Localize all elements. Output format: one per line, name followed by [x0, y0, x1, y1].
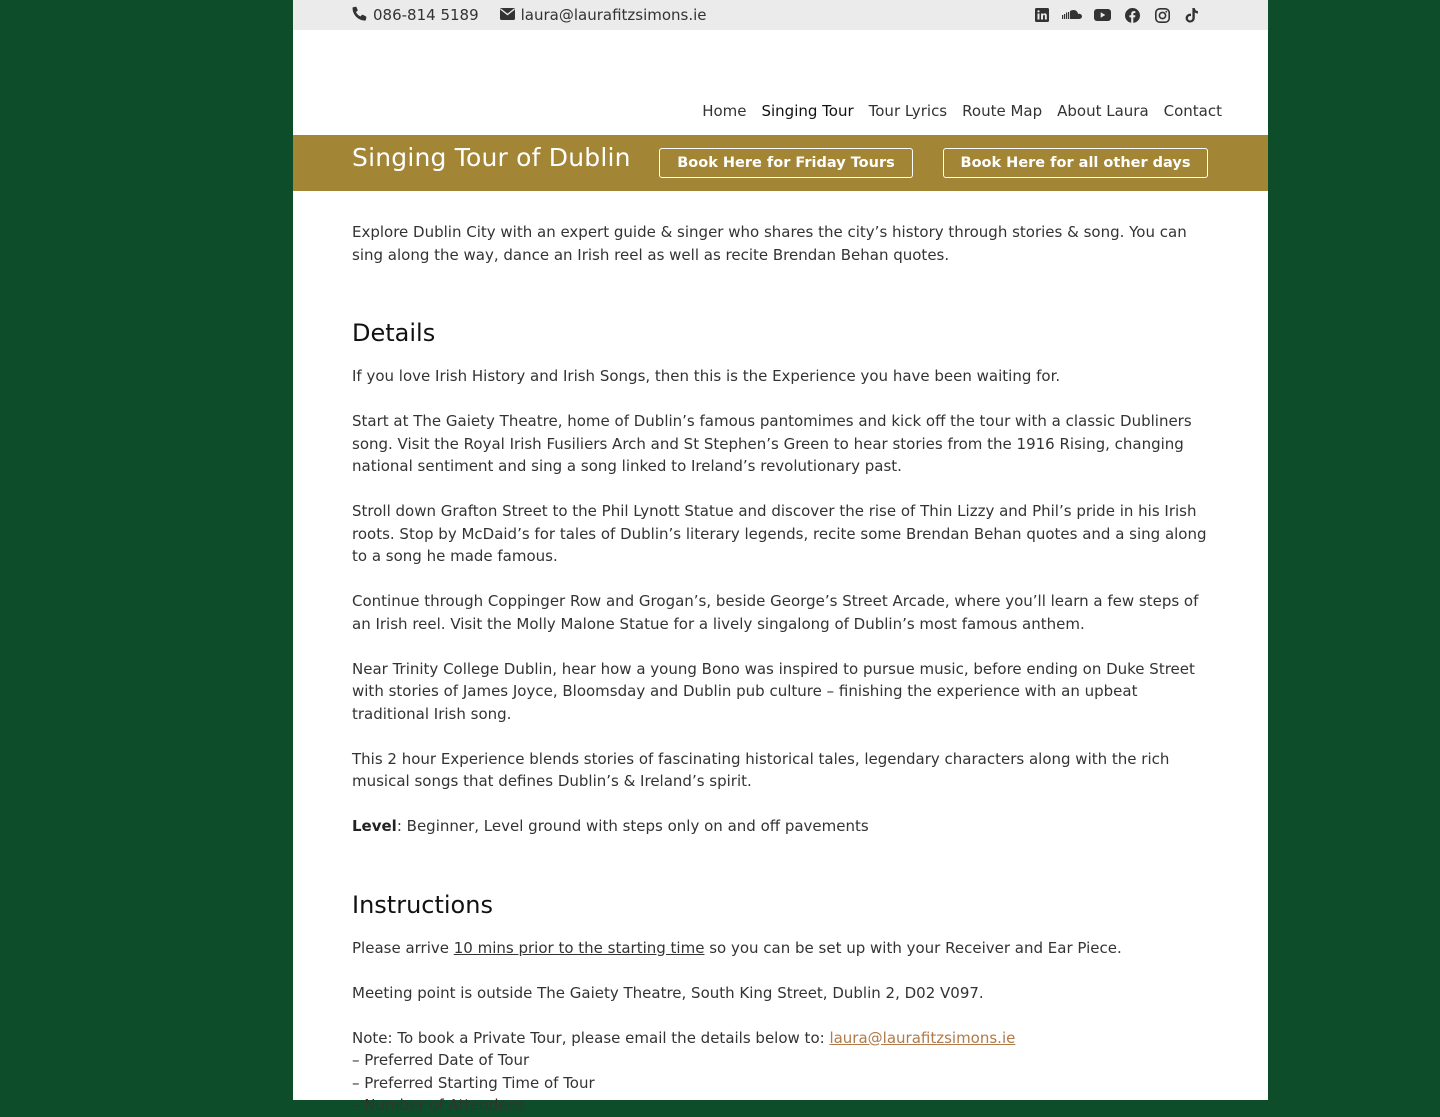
details-paragraph: This 2 hour Experience blends stories of fascinating historical tales, legendary characters along with the rich musical songs that defines Dublin’s & Ireland’s spirit.	[352, 749, 1170, 790]
email-contact[interactable]	[500, 6, 707, 24]
note-text: Note: To book a Private Tour, please email the details below to:	[352, 1028, 830, 1047]
details-paragraph: Continue through Coppinger Row and Grogan’s, beside George’s Street Arcade, where you’ll learn a few steps of an Irish reel. Visit the Molly Malone Statue for a lively singalong of Dublin’s most famous anthem.	[352, 592, 1199, 633]
nav-item-home[interactable]: Home	[702, 102, 747, 120]
nav-item-tour-lyrics[interactable]: Tour Lyrics	[868, 102, 948, 120]
youtube-icon[interactable]	[1094, 7, 1110, 23]
top-bar	[293, 0, 1268, 30]
instagram-icon[interactable]	[1154, 7, 1170, 23]
contact-info	[352, 0, 728, 30]
facebook-icon[interactable]	[1124, 7, 1140, 23]
linkedin-icon[interactable]	[1034, 7, 1050, 23]
email-address: laura@laurafitzsimons.ie	[520, 6, 707, 24]
page	[293, 0, 1268, 1114]
arrive-paragraph	[352, 937, 1208, 960]
tiktok-icon[interactable]	[1184, 7, 1200, 23]
arrive-text: so you can be set up with your Receiver and Ear Piece.	[704, 938, 1122, 957]
nav-item-route-map[interactable]: Route Map	[962, 102, 1043, 120]
details-heading: Details	[352, 319, 436, 347]
book-friday-button[interactable]: Book Here for Friday Tours	[659, 148, 913, 178]
meeting-point: Meeting point is outside The Gaiety Theatre, South King Street, Dublin 2, D02 V097.	[352, 983, 984, 1002]
details-paragraph: If you love Irish History and Irish Songs, then this is the Experience you have been waiting for.	[352, 367, 1061, 385]
booking-email-link[interactable]: laura@laurafitzsimons.ie	[829, 1028, 1016, 1047]
book-other-days-button[interactable]: Book Here for all other days	[943, 148, 1208, 178]
page-title: Singing Tour of Dublin	[352, 143, 631, 172]
nav-item-singing-tour[interactable]: Singing Tour	[761, 102, 854, 120]
phone-icon	[352, 6, 373, 25]
details-paragraph: Stroll down Grafton Street to the Phil Lynott Statue and discover the rise of Thin Lizzy and Phil’s pride in his Irish roots. Stop by McDaid’s for tales of Dublin’s literary legends, recite some Brendan Behan quotes and a sing along to a song he made famous.	[352, 502, 1207, 565]
level-text: : Beginner, Level ground with steps only on and off pavements	[396, 817, 869, 835]
site-header	[293, 30, 1268, 135]
nav-item-contact[interactable]: Contact	[1163, 102, 1222, 120]
arrive-text: Please arrive	[352, 938, 454, 957]
main-nav	[687, 102, 1222, 120]
note-list-item: – Preferred Starting Time of Tour	[352, 1073, 595, 1092]
arrive-time-emphasis: 10 mins prior to the starting time	[453, 938, 705, 957]
main-content	[352, 221, 1208, 1117]
intro-paragraph: Explore Dublin City with an expert guide & singer who shares the city’s history through stories & song. You can sing along the way, dance an Irish reel as well as recite Brendan Behan quotes.	[352, 223, 1187, 264]
note-list-item: – Number of Attendees	[352, 1096, 525, 1114]
level-paragraph	[352, 815, 1208, 838]
private-tour-note	[352, 1027, 1208, 1117]
page-banner	[293, 135, 1268, 191]
instructions-heading: Instructions	[352, 890, 493, 919]
phone-number: 086-814 5189	[373, 6, 479, 24]
details-paragraph: Start at The Gaiety Theatre, home of Dublin’s famous pantomimes and kick off the tour with a classic Dubliners song. Visit the Royal Irish Fusiliers Arch and St Stephen’s Green to hear stories from the 1916 Rising, changing national sentiment and sing a song linked to Ireland’s revolutionary past.	[352, 412, 1192, 475]
nav-item-about-laura[interactable]: About Laura	[1057, 102, 1149, 120]
soundcloud-icon[interactable]	[1064, 7, 1080, 23]
phone-contact[interactable]	[352, 6, 479, 25]
level-label: Level	[352, 817, 397, 835]
social-links	[1020, 0, 1200, 30]
envelope-icon	[500, 6, 521, 24]
details-paragraph: Near Trinity College Dublin, hear how a young Bono was inspired to pursue music, before ending on Duke Street with stories of James Joyce, Bloomsday and Dublin pub culture – finishing the experience with an upbeat traditional Irish song.	[352, 659, 1195, 723]
note-list-item: – Preferred Date of Tour	[352, 1051, 530, 1069]
